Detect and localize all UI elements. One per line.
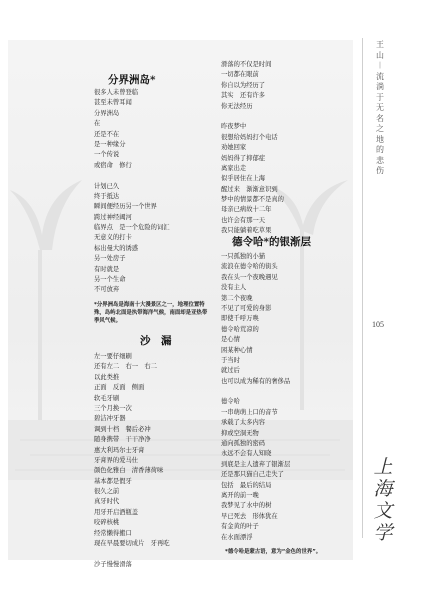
poem-line <box>94 171 170 181</box>
poem-line: 承载了太多内容 <box>221 419 266 427</box>
poem-line: 在水面漂浮 <box>221 533 253 541</box>
poem-line: 我在头一个夜晚遇见 <box>221 273 278 281</box>
poem-line: 抑或空洞无物 <box>221 429 259 437</box>
poem-line: 也许会有那一天 <box>221 216 266 224</box>
poem-line: 在 <box>94 120 101 128</box>
poem-line: 牙膏界的爱马仕 <box>94 456 139 464</box>
poem-title-shalou: 沙 漏 <box>140 335 172 347</box>
poem-line: 甚至未曾耳闻 <box>94 99 132 107</box>
poem-line <box>94 549 170 559</box>
poem-line: 梦中的情景都不是真的 <box>221 196 284 204</box>
poem-line: 就过后 <box>221 367 240 375</box>
poem-column-right-2 <box>221 252 290 543</box>
poem-line: 很久之前 <box>94 488 120 496</box>
poem-line: 有金黄的叶子 <box>221 523 259 531</box>
poem-line: 不可放弃 <box>94 286 120 294</box>
poem-line: 调到十档 餐后必冲 <box>94 425 151 433</box>
poem-line: 另一处房子 <box>94 255 126 263</box>
poem-line: 到底是主人遗弃了银渐层 <box>221 460 291 468</box>
poem-line: 还是那只猫自己走失了 <box>221 471 284 479</box>
poem-line: 或宿命 修行 <box>94 161 132 169</box>
poem-line: 真牙时代 <box>94 498 120 506</box>
poem-line: 标出曼大的诱惑 <box>94 244 139 252</box>
poem-line: 不见了可爱的身影 <box>221 304 272 312</box>
poem-column-left <box>94 88 170 296</box>
poem-line: 还是不在 <box>94 130 120 138</box>
poem-line: 计划已久 <box>94 182 120 190</box>
footnote-fenjiezhou: *分界洲岛是海南十大漫景区之一，地理位置特殊，岛屿北面是执带海洋气候，南面却是亚热带季风气候。 <box>94 302 208 324</box>
footnote-delingha: *德令哈是蒙古语，意为“金色的世界”。 <box>225 549 322 555</box>
poem-line: 你无法经历 <box>221 102 253 110</box>
poem-line: 瞬间便经历另一个世界 <box>94 203 157 211</box>
poem-line <box>221 387 290 397</box>
poem-line: 昨夜梦中 <box>221 123 247 131</box>
poem-line: 其实 还有许多 <box>221 92 266 100</box>
poem-line: 一个传说 <box>94 151 120 159</box>
poem-line: 第二个夜晚 <box>221 294 253 302</box>
poem-line: 妈妈得了抑郁症 <box>221 154 266 162</box>
poem-line: 一只孤独的小猫 <box>221 253 266 260</box>
poem-line: 沙子慢慢滑落 <box>94 560 132 568</box>
poem-line: 醒过来 渐渐意识到 <box>221 185 278 193</box>
poem-column-left-2 <box>94 352 170 570</box>
poem-line: 劝她回家 <box>221 144 247 152</box>
poem-line: 现在早晨要切成片 牙再吃 <box>94 540 170 548</box>
poem-line: 一切都在眼前 <box>221 71 259 79</box>
poem-line: 分界洲岛 <box>94 109 120 117</box>
poem-line: 软毛牙刷 <box>94 394 120 402</box>
poem-line: 另一个生命 <box>94 276 126 284</box>
poem-line: 没有主人 <box>221 284 247 292</box>
poem-line: 临界点 是一个危险的词汇 <box>94 224 170 232</box>
page-number: 105 <box>372 320 384 329</box>
poem-line: 离开的前一晚 <box>221 491 259 499</box>
poem-line: 很想给妈妈打个电话 <box>221 133 278 141</box>
poem-line: 通向孤独的密码 <box>221 440 266 448</box>
poem-line: 即使千呼万唤 <box>221 315 259 323</box>
poem-line: 以此类推 <box>94 373 120 381</box>
poem-line: 碧洁冲牙器 <box>94 415 126 423</box>
margin-rule <box>362 38 363 538</box>
poem-line: 永远不会有人知晓 <box>221 450 272 458</box>
poem-line: 跨过神经阈河 <box>94 213 132 221</box>
poem-line: 早已死去 形体犹在 <box>221 512 278 520</box>
poem-line: 困某种心情 <box>221 346 253 354</box>
poem-line: 滑落的不仅是时间 <box>221 61 272 68</box>
poem-line: 德令哈 <box>221 398 240 406</box>
poem-line: 是一种缘分 <box>94 140 126 148</box>
poem-line: 母亲已病故十二年 <box>221 206 272 214</box>
poem-line: 无意义的打卡 <box>94 234 132 242</box>
poem-line: 也可以成为稀有的奢侈品 <box>221 377 291 385</box>
poem-line <box>221 112 284 122</box>
poem-line: 一串萌萌上口的音节 <box>221 408 278 416</box>
poem-line: 有时就是 <box>94 265 120 273</box>
poem-line: 于当时 <box>221 356 240 364</box>
poem-line: 左一要仔细刷 <box>94 353 132 360</box>
poem-line: 包括 最后的结局 <box>221 481 272 489</box>
poem-title-delingha: 德令哈*的银渐层 <box>232 236 311 248</box>
poem-line: 很多人未曾登临 <box>94 89 139 96</box>
poem-line: 经常懒得搬口 <box>94 529 132 537</box>
poem-line: 用牙开启酒瓶盖 <box>94 508 139 516</box>
poem-line: 颜色化雅白 清香薄荷味 <box>94 467 164 475</box>
poem-line: 随身携带 干干净净 <box>94 436 151 444</box>
poem-column-right <box>221 60 284 237</box>
poem-line: 终于抵达 <box>94 192 120 200</box>
poem-line: 还有左二 右一 右二 <box>94 363 157 371</box>
poem-line: 咬碎核桃 <box>94 519 120 527</box>
poem-line: 离家出走 <box>221 164 247 172</box>
poem-line: 三个月换一次 <box>94 404 132 412</box>
journal-logo: 上海文学 <box>373 456 393 544</box>
poem-line: 似乎居住在上海 <box>221 175 266 183</box>
poem-line: 基本都是假牙 <box>94 477 132 485</box>
poem-line: 我只能躺着吃草果 <box>221 227 272 235</box>
poem-line: 正面 反面 侧面 <box>94 384 145 392</box>
poem-line: 流浪在德令哈的街头 <box>221 263 278 271</box>
poem-line: 是心情 <box>221 336 240 344</box>
poem-line: 惠大利玛尔士牙膏 <box>94 446 145 454</box>
poem-title-fenjiezhou: 分界洲岛* <box>108 74 156 86</box>
poem-line: 德令哈荒凉的 <box>221 325 259 333</box>
running-head: 王 山 ︱ 流淌于无名之地的悲伤 <box>376 40 384 175</box>
poem-line: 我梦见了水中的树 <box>221 502 272 510</box>
poem-line: 你自以为经历了 <box>221 81 266 89</box>
